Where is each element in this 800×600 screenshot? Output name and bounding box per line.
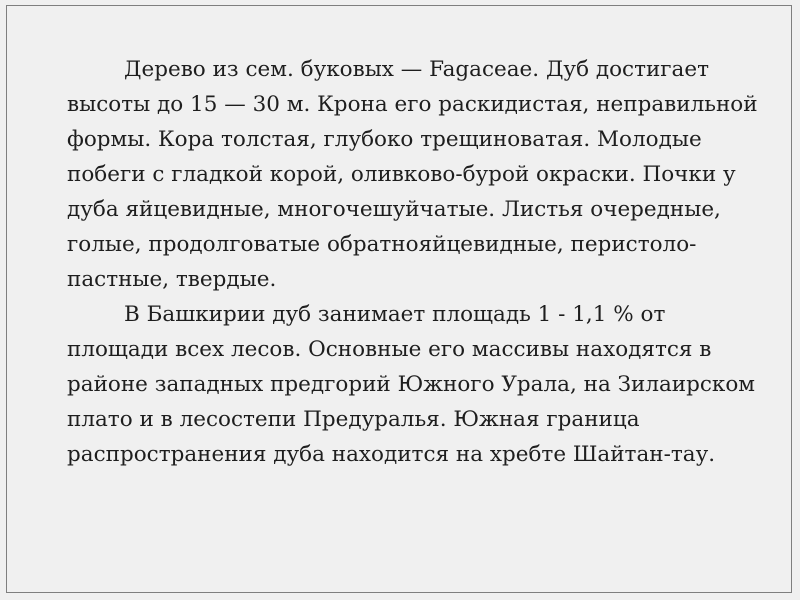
slide-body	[67, 52, 767, 472]
paragraph-oak-description: Дерево из сем. буковых — Fagaceae. Дуб достигает высоты до 15 — 30 м. Крона его раскидистая, неправильной формы. Кора толстая, глубоко трещиноватая. Молодые побеги с гладкой корой, оливково-бурой окраски. Почки у дуба яйцевидные, многочешуйчатые. Листья очередные, голые, продолговатые обратнояйцевидные, перистоло-пастные, твердые.	[67, 57, 758, 292]
paragraph-oak-distribution: В Башкирии дуб занимает площадь 1 - 1,1 % от площади всех лесов. Основные его массивы находятся в районе западных предгорий Южного Урала, на Зилаирском плато и в лесостепи Предуралья. Южная граница распространения дуба находится на хребте Шайтан-тау.	[67, 302, 756, 467]
